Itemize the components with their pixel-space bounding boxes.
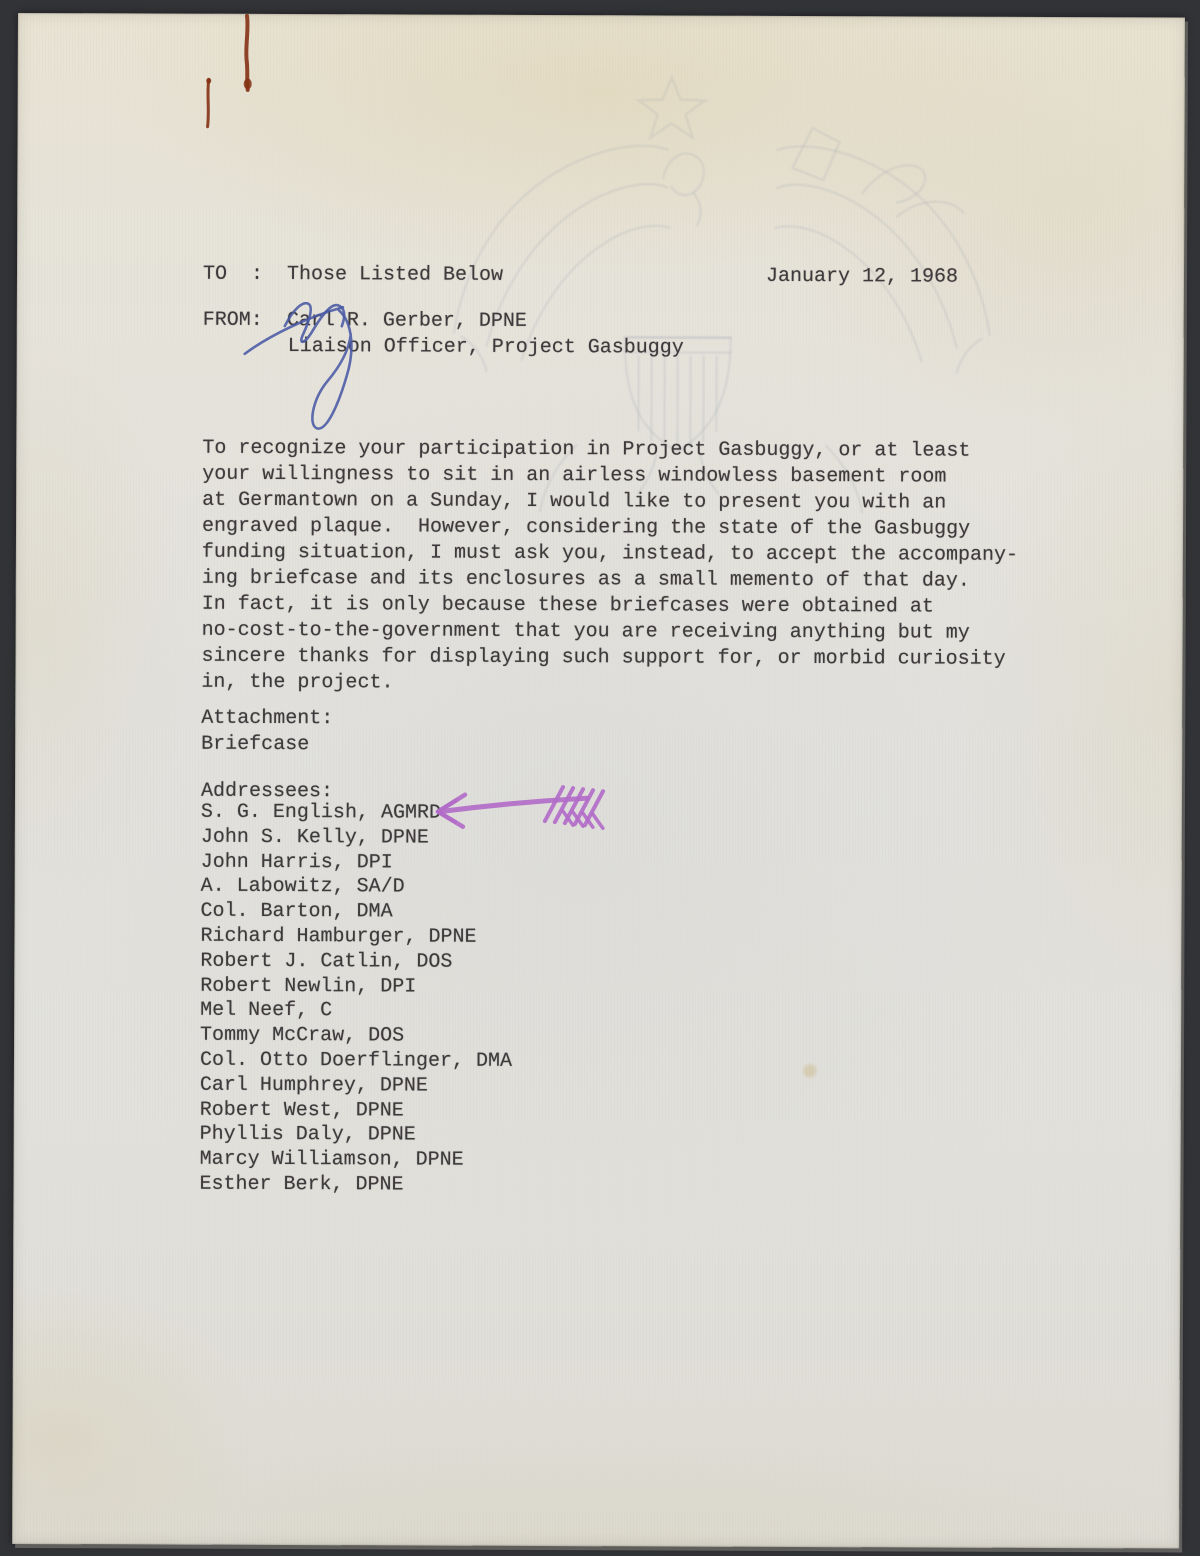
memo-date: January 12, 1968	[765, 264, 959, 289]
signature-ink	[244, 303, 351, 429]
memo-body: To recognize your participation in Project Gasbuggy, or at least your willingness to sit in an airless windowless basement room at Germantown on a Sunday, I would like to present you with an engraved plaque. However, considering the state of the Gasbuggy funding situation, I must ask you, instead, to accept the accompany- ing briefcase and its enclosures as a small memento of that day. In fact, it is only because these briefcases were obtained at no-cost-to-the-government that you are receiving anything but my sincere thanks for displaying such support for, or morbid curiosity in, the project.	[201, 436, 1019, 695]
handwritten-annotations	[12, 13, 1185, 1548]
addressee-list: S. G. English, AGMRD John S. Kelly, DPNE John Harris, DPI A. Labowitz, SA/D Col. Barton, DMA Richard Hamburger, DPNE Robert J. Catlin, DOS Robert Newlin, DPI Mel Neef, C Tommy McCraw, DOS Col. Otto Doerflinger, DMA Carl Humphrey, DPNE Robert West, DPNE Phyllis Daly, DPNE Marcy Williamson, DPNE Esther Berk, DPNE	[199, 800, 513, 1197]
attachment-heading: Attachment:	[201, 706, 334, 731]
attachment-value: Briefcase	[201, 732, 310, 757]
addressees-heading: Addressees:	[200, 779, 334, 804]
memo-page	[12, 13, 1185, 1548]
arrow-annotation	[438, 787, 603, 829]
memo-from-line: FROM: Carl R. Gerber, DPNE	[202, 308, 527, 333]
red-pen-marks	[206, 16, 252, 127]
memo-from-title: Liaison Officer, Project Gasbuggy	[287, 335, 684, 360]
memo-to-line: TO : Those Listed Below	[202, 262, 504, 287]
